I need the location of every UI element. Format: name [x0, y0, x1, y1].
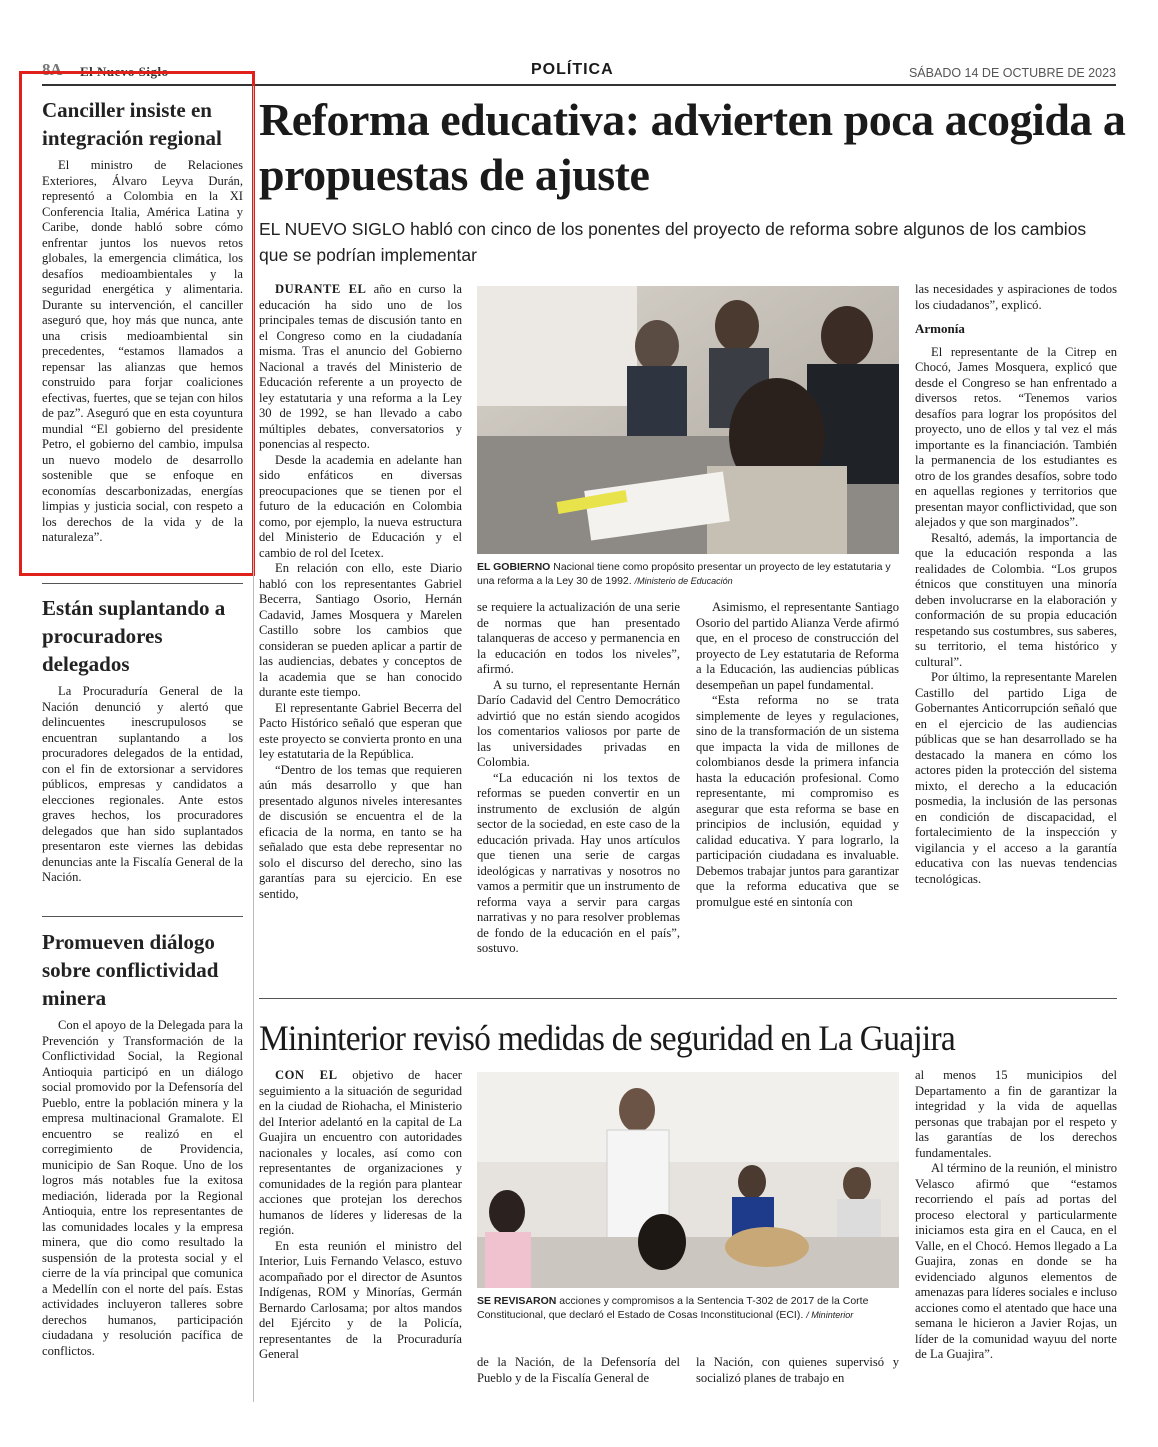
paragraph: Resaltó, además, la importancia de que la educación responda a las realidades de Colombia. “Los grupos étnicos que constituyen una minoría deben involucrarse en la elaboración y conformación de su propia educación respetando sus costumbres, sus saberes, su territorio, el tema histórico y cultural”. — [915, 530, 1117, 669]
caption-lead: SE REVISARON — [477, 1295, 557, 1307]
paragraph: El representante Gabriel Becerra del Pacto Histórico señaló que esperan que este proyecto se convierta pronto en una ley estatutaria de la República. — [259, 700, 462, 761]
paragraph: Desde la academia en adelante han sido enfáticos en diversas preocupaciones que se tienen por el futuro de la educación en Colombia como, por ejemplo, la nueva estructura del Ministerio de Educación y el cambio de rol del Icetex. — [259, 452, 462, 560]
paragraph: Al término de la reunión, el ministro Velasco afirmó que “estamos recorriendo el país ad portas del proceso electoral y particularmente iniciamos esta gira en el Cauca, en el Valle, en el Chocó. Hemos llegado a La Guajira, zonas en donde se ha evidenciado algunos elementos de amenazas para líderes sociales e incluso acciones como el atentado que hace una semana le hicieron a Javier Rojas, un líder de la comunidad wayuu del norte de La Guajira”. — [915, 1161, 1117, 1361]
story-body: La Procuraduría General de la Nación denunció y alertó que delincuentes inescrupulosos se encuentran suplantando a los procuradores delegados de la entidad, con el fin de extorsionar a servidores públicos, empresas y candidatos a elecciones regionales. Ante estos graves hechos, los procuradores delegados que han sido suplantados presentaron este viernes las debidas denuncias ante la Fiscalía General de la Nación. — [42, 684, 243, 884]
sidebar-rule — [42, 916, 243, 917]
main-deck: EL NUEVO SIGLO habló con cinco de los ponentes del proyecto de reforma sobre algunos de los cambios que se podrían implementar — [259, 219, 1087, 265]
paragraph — [259, 282, 462, 453]
paragraph: al menos 15 municipios del Departamento a fin de garantizar la integridad y la vida de aquellas personas que trabajan por el respeto y las garantías de los derechos fundamentales. — [915, 1068, 1117, 1160]
second-column-2 — [477, 1355, 680, 1386]
meeting-photo — [477, 1072, 899, 1288]
paragraph: “La educación ni los textos de reformas se pueden convertir en un instrumento de exclusión de algún sector de la sociedad, en este caso de la educación privada. Hay unos artículos que tienen una serie de cargas ideológicas y narrativas y nosotros no vamos a permitir que un instrumento de reforma vaya a servir para cargas narrativas y no para resolver problemas de fondo de la educación en el país”, sostuvo. — [477, 770, 680, 955]
paragraph: Por último, la representante Marelen Castillo del partido Liga de Gobernantes Anticorrupción señaló que en el ejercicio de las audiencias públicas que se han desarrollado se ha destacado la manera en cómo los actores piden la protección del sistema mixto, el derecho a la educación posmedia, la inclusión de las personas en condición de discapacidad, el fortalecimiento de la inspección y vigilancia y el acceso a la garantía educativa con las nuevas tendencias tecnológicas. — [915, 670, 1117, 886]
classroom-photo-art — [477, 286, 899, 554]
paragraph: En esta reunión el ministro del Interior, Luis Fernando Velasco, estuvo acompañado por el director de Asuntos Indígenas, ROM y Minorías, Germán Bernardo Carlosama; por altos mandos del Ejército y de la Policía, representantes de la Procuraduría General — [259, 1238, 462, 1361]
newspaper-name: El Nuevo Siglo — [80, 64, 169, 79]
caption-lead: EL GOBIERNO — [477, 561, 551, 573]
subheading: Armonía — [915, 321, 965, 336]
paragraph: Asimismo, el representante Santiago Osorio del partido Alianza Verde afirmó que, en el proceso de construcción del proyecto de Ley estatutaria de Reforma a la Educación, las audiencias públicas desempeñan un papel fundamental. — [696, 600, 899, 692]
story-separator — [259, 998, 1117, 999]
meeting-photo-art — [477, 1072, 899, 1288]
paragraph: de la Nación, de la Defensoría del Pueblo y de la Fiscalía General de — [477, 1355, 680, 1385]
lead-in: CON EL — [275, 1068, 338, 1082]
second-photo-caption — [477, 1294, 899, 1322]
caption-text: acciones y compromisos a la Sentencia T-302 de 2017 de la Corte Constitucional, que declaró el Estado de Cosas Inconstitucional (ECI). — [477, 1295, 869, 1321]
story-body: El ministro de Relaciones Exteriores, Álvaro Leyva Durán, representó a Colombia en la XI Conferencia Italia, América Latina y Caribe, donde habló sobre cómo enfrentar juntos los nuevos retos globales, la emergencia climática, los desafíos medioambientales y la seguridad energética y alimentaria. Durante su intervención, el canciller aseguró que, hoy más que nunca, ante una crisis medioambiental sin precedentes, “estamos llamados a repensar las alianzas que hemos construido para forjar coaliciones efectivas, fuertes, que se tejan con hilos de paz”. Aseguró que en esta coyuntura mundial “El gobierno del presidente Petro, el gobierno del cambio, impulsa un nuevo modelo de desarrollo sostenible que se enfoque en economías descarbonizadas, energías limpias y justicia social, con respeto a los derechos de la vida y de la naturaleza”. — [42, 158, 243, 544]
paragraph: la Nación, con quienes supervisó y socializó planes de trabajo en — [696, 1355, 899, 1385]
sidebar-story-procuradores — [42, 594, 243, 886]
photo-credit: /Ministerio de Educación — [634, 576, 733, 586]
second-column-3 — [696, 1355, 899, 1386]
main-headline: Reforma educativa: advierten poca acogida a propuestas de ajuste — [259, 94, 1126, 200]
second-column-1 — [259, 1068, 462, 1363]
classroom-photo — [477, 286, 899, 554]
paragraph: se requiere la actualización de una serie de normas que han presentado talanqueras de acceso y permanencia en la educación en todos los niveles”, afirmó. — [477, 600, 680, 676]
main-column-4 — [915, 282, 1117, 887]
story-headline: Promueven diálogo sobre conflictividad minera — [42, 930, 219, 1010]
second-column-4 — [915, 1068, 1117, 1363]
paragraph: El representante de la Citrep en Chocó, James Mosquera, explicó que desde el Congreso se han enfrentado a diversos retos. “Tenemos varios desafíos para lograr los propósitos del proyecto, uno de ellos y tal vez el más importante es la financiación. También la permanencia de los estudiantes es otro de los grandes desafíos, sobre todo en aquellas regiones y territorios que presentan mayor conflictividad, que son alejados y que son marginados”. — [915, 344, 1117, 529]
story-body: Con el apoyo de la Delegada para la Prevención y Transformación de la Conflictividad Social, la Regional Antioquia participó en un diálogo social promovido por la Defensoría del Pueblo, entre la población minera y la empresa multinacional Gramalote. El encuentro se realizó en el corregimiento de Providencia, municipio de San Roque. Uno de los logros más notables fue la exitosa mediación, liderada por la Regional Antioquia, entre los representantes de las comunidades locales y la empresa minera, que dio como resultado la suspensión de la protesta social y el cierre de la vía principal que comunica a Medellín con el norte del país. Estas actividades incluyeron talleres sobre derechos humanos, participación ciudadana y resolución pacífica de conflictos. — [42, 1018, 243, 1358]
paragraph: A su turno, el representante Hernán Darío Cadavid del Centro Democrático advirtió que no están siendo acogidos los comentarios valiosos por parte de las universidades privadas en Colombia. — [477, 677, 680, 769]
column-divider — [253, 86, 254, 1402]
caption-text: Nacional tiene como propósito presentar un proyecto de ley estatutaria y una reforma a la Ley 30 de 1992. — [477, 561, 891, 587]
paragraph: “Dentro de los temas que requieren aún más desarrollo y que han presentado algunos niveles interesantes de discusión se encuentra el de la eficacia de la norma, en tanto se ha señalado que esta debe representar no solo el discurso del derecho, sino las garantías para su ejercicio. En ese sentido, — [259, 762, 462, 901]
main-column-3 — [696, 600, 899, 910]
sidebar-story-canciller — [42, 96, 243, 546]
main-column-1 — [259, 282, 462, 902]
lead-in: DURANTE EL — [275, 282, 367, 296]
story-headline: Canciller insiste en integración regional — [42, 98, 222, 150]
paragraph — [259, 1068, 462, 1239]
paragraph-text: año en curso la educación ha sido uno de los principales temas de discusión tanto en el Congreso como en la ciudadanía misma. Tras el anuncio del Gobierno Nacional a través del Ministerio de Educación referente a un proyecto de ley estatutaria y una reforma a la Ley 30 de 1992, se han llevado a cabo múltiples debates, conversatorios y ponencias al respecto. — [259, 282, 462, 451]
photo-credit: / Mininterior — [806, 1310, 854, 1320]
issue-date: SÁBADO 14 DE OCTUBRE DE 2023 — [908, 66, 1116, 80]
paragraph: “Esta reforma no se trata simplemente de leyes y regulaciones, sino de la transformación de un sistema que impacta la vida de millones de colombianos desde la primera infancia hasta la educación profesional. Como representante, mi compromiso es asegurar que esta reforma se base en principios de inclusión, equidad y calidad educativa. Y para lograrlo, la participación ciudadana es invaluable. Debemos trabajar juntos para garantizar que la reforma educativa que se promulgue esté en sintonía con — [696, 693, 899, 909]
sidebar-rule — [42, 583, 243, 584]
main-column-2 — [477, 600, 680, 957]
main-photo-caption — [477, 560, 899, 588]
section-title: POLÍTICA — [531, 61, 614, 78]
paragraph: las necesidades y aspiraciones de todos los ciudadanos”, explicó. — [915, 282, 1117, 312]
paragraph-text: objetivo de hacer seguimiento a la situación de seguridad en la ciudad de Riohacha, el Ministerio del Interior adelantó en la capital de La Guajira un encuentro con autoridades nacionales y locales, así como con representantes de organizaciones y comunidades de la región para plantear acciones que protejan los derechos humanos de líderes y lideresas de la región. — [259, 1068, 462, 1237]
page-number: 8A — [42, 60, 62, 79]
sidebar-story-mineria — [42, 928, 243, 1359]
story-headline: Están suplantando a procuradores delegados — [42, 596, 226, 676]
paragraph: En relación con ello, este Diario habló con los representantes Gabriel Becerra, Santiago Osorio, Hernán Cadavid, James Mosquera y Marelen Castillo sobre los cambios que consideran se pueden aplicar a partir de las audiencias, debates y conceptos de la academia que se han conocido durante este tiempo. — [259, 561, 462, 699]
second-headline: Mininterior revisó medidas de seguridad en La Guajira — [259, 1018, 955, 1058]
